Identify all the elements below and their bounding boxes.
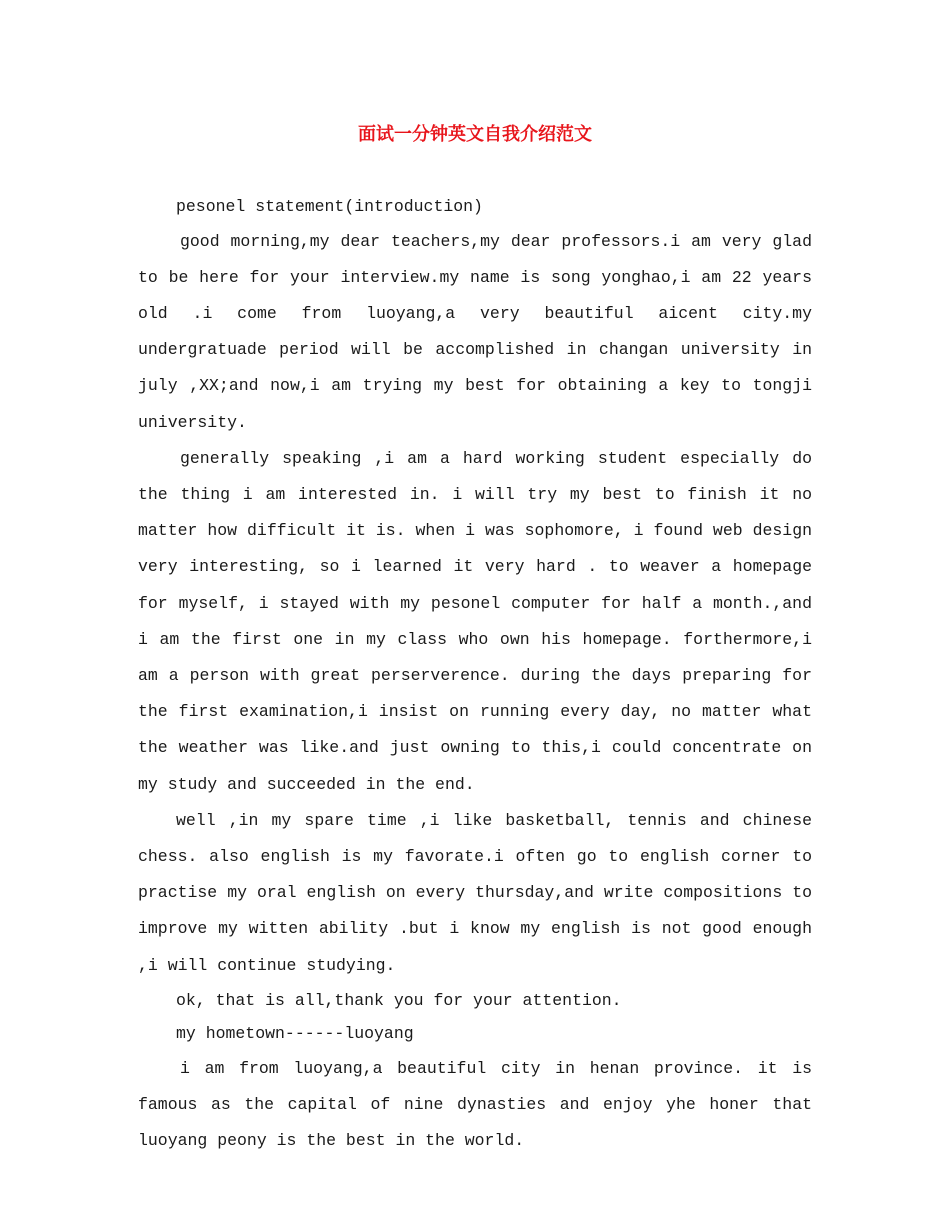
paragraph-hobbies: well ,in my spare time ,i like basketball, tennis and chinese chess. also english is my favorate.i often go to english corner to practise my oral english on every thursday,and write compositions to improve my witten ability .but i know my english is not good enough ,i will continue studying. — [138, 810, 812, 975]
section-heading-statement: pesonel statement(introduction) — [176, 197, 483, 216]
paragraph-hometown: i am from luoyang,a beautiful city in henan province. it is famous as the capital of nine dynasties and enjoy yhe honer that luoyang peony is the best in the world. — [138, 1059, 812, 1151]
document-title: 面试一分钟英文自我介绍范文 — [358, 124, 592, 145]
document-body — [138, 190, 812, 1160]
paragraph-greeting: good morning,my dear teachers,my dear professors.i am very glad to be here for your interview.my name is song yonghao,i am 22 years old .i come from luoyang,a very beautiful aicent city.my undergratuade period will be accomplished in changan university in july ,XX;and now,i am trying my best for obtaining a key to tongji university. — [138, 231, 812, 432]
paragraph-closing: ok, that is all,thank you for your attention. — [176, 990, 622, 1010]
paragraph-character: generally speaking ,i am a hard working student especially do the thing i am interested in. i will try my best to finish it no matter how difficult it is. when i was sophomore, i found web design very interesting, so i learned it very hard . to weaver a homepage for myself, i stayed with my pesonel computer for half a month.,and i am the first one in my class who own his homepage. forthermore,i am a person with great perserverence. during the days preparing for the first examination,i insist on running every day, no matter what the weather was like.and just owning to this,i could concentrate on my study and succeeded in the end. — [138, 448, 812, 794]
section-heading-hometown: my hometown------luoyang — [176, 1024, 414, 1044]
